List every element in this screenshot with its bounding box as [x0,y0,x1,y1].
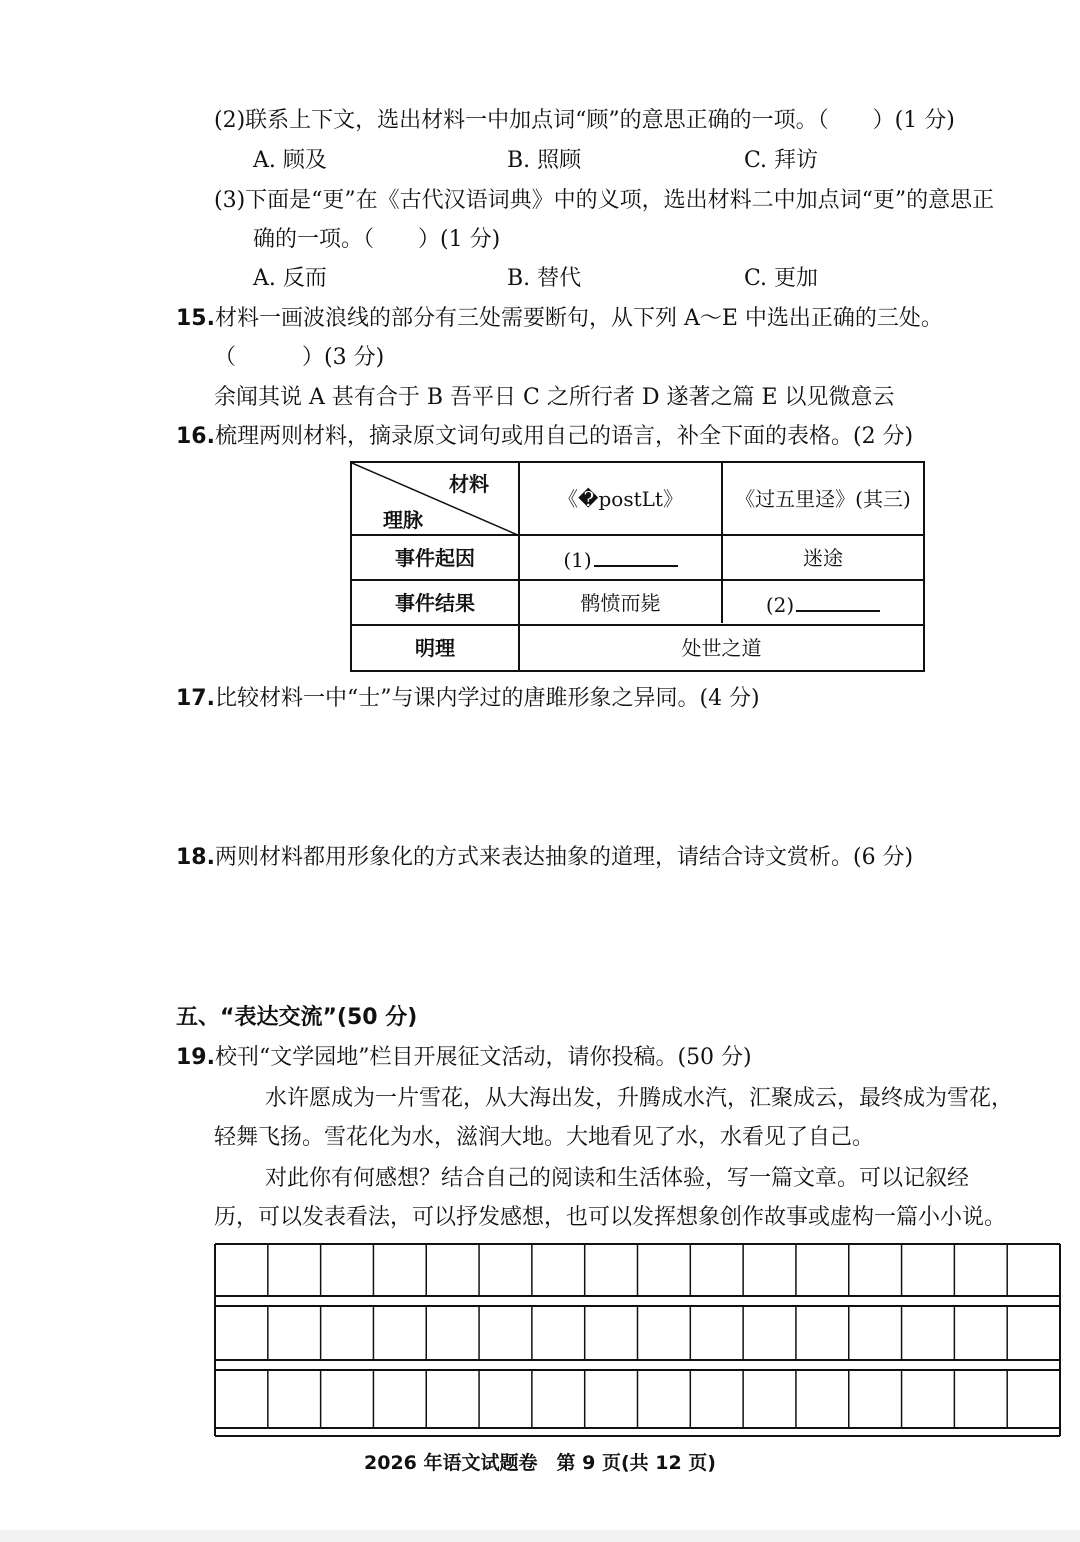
page-footer: 2026 年语文试题卷 第 9 页(共 12 页) [364,1452,716,1474]
q19-para1-line2: 轻舞飞扬。雪花化为水，滋润大地。大地看见了水，水看见了自己。 [214,1125,875,1150]
table-row1-c1 [520,545,721,573]
q17-answer-area[interactable] [214,720,1054,840]
q17-stem [176,684,760,714]
table-row1-label: 事件起因 [395,546,475,570]
q14-sub2-option-a: A. 顾及 [253,148,327,173]
q18-number: 18. [176,845,215,870]
section5-title: 五、“表达交流”(50 分) [176,1005,418,1030]
table-row2-c1: 鹘愤而毙 [580,591,661,615]
table-col2-header: 《过五里迳》(其三) [735,487,911,511]
q16-table [350,461,925,672]
table-hline-2 [352,579,923,581]
q18-stem [176,843,913,873]
table-corner-bottom: 理脉 [383,508,423,532]
q14-sub3-option-c: C. 更加 [744,266,819,291]
q18-answer-area[interactable] [214,880,1054,1000]
q14-sub3-option-a: A. 反而 [253,266,327,291]
table-blank-1-label: (1) [563,548,592,572]
table-row2-label: 事件结果 [395,591,475,615]
q14-sub2-stem: (2)联系上下文，选出材料一中加点词“顾”的意思正确的一项。（ ）(1 分) [214,108,955,133]
writing-grid[interactable] [213,1242,1063,1440]
table-row3-merged: 处世之道 [681,636,762,660]
q16-number: 16. [176,424,215,449]
q15-number: 15. [176,306,215,331]
q16-text: 梳理两则材料，摘录原文词句或用自己的语言，补全下面的表格。(2 分) [214,424,914,449]
q15-stem-line2: （ ）(3 分) [214,345,385,370]
q19-text: 校刊“文学园地”栏目开展征文活动，请你投稿。(50 分) [214,1045,752,1070]
q19-para2-line1: 对此你有何感想？结合自己的阅读和生活体验，写一篇文章。可以记叙经 [265,1166,970,1191]
q19-para2-line2: 历，可以发表看法，可以抒发感想，也可以发挥想象创作故事或虚构一篇小小说。 [214,1205,1007,1230]
table-blank-1[interactable] [594,545,678,567]
q14-sub3-stem-line2: 确的一项。（ ）(1 分) [253,227,501,252]
table-row2-c2 [723,590,923,618]
q17-text: 比较材料一中“士”与课内学过的唐雎形象之异同。(4 分) [214,686,760,711]
table-corner-top: 材料 [449,472,489,496]
q18-text: 两则材料都用形象化的方式来表达抽象的道理，请结合诗文赏析。(6 分) [214,845,914,870]
table-hline-3 [352,624,923,626]
q14-sub3-option-b: B. 替代 [507,266,582,291]
q19-stem [176,1043,752,1073]
q14-sub3-stem-line1: (3)下面是“更”在《古代汉语词典》中的义项，选出材料二中加点词“更”的意思正 [214,188,995,213]
q15-text: 材料一画波浪线的部分有三处需要断句，从下列 A～E 中选出正确的三处。 [214,306,943,331]
table-blank-2-label: (2) [765,593,795,617]
table-hline-1 [352,534,923,536]
table-col1-header: 《�postLt》 [558,487,683,511]
q16-stem [176,422,913,452]
table-row1-c2: 迷途 [803,546,843,570]
table-blank-2[interactable] [796,590,880,612]
q15-stem-line1 [176,304,943,334]
q15-passage: 余闻其说 A 甚有合于 B 吾平日 C 之所行者 D 遂著之篇 E 以见微意云 [214,385,895,410]
q19-para1-line1: 水许愿成为一片雪花，从大海出发，升腾成水汽，汇聚成云，最终成为雪花， [265,1086,1014,1111]
q14-sub2-option-c: C. 拜访 [744,148,819,173]
q17-number: 17. [176,686,215,711]
q14-sub2-option-b: B. 照顾 [507,148,582,173]
table-row3-label: 明理 [415,636,455,660]
q19-number: 19. [176,1045,215,1070]
